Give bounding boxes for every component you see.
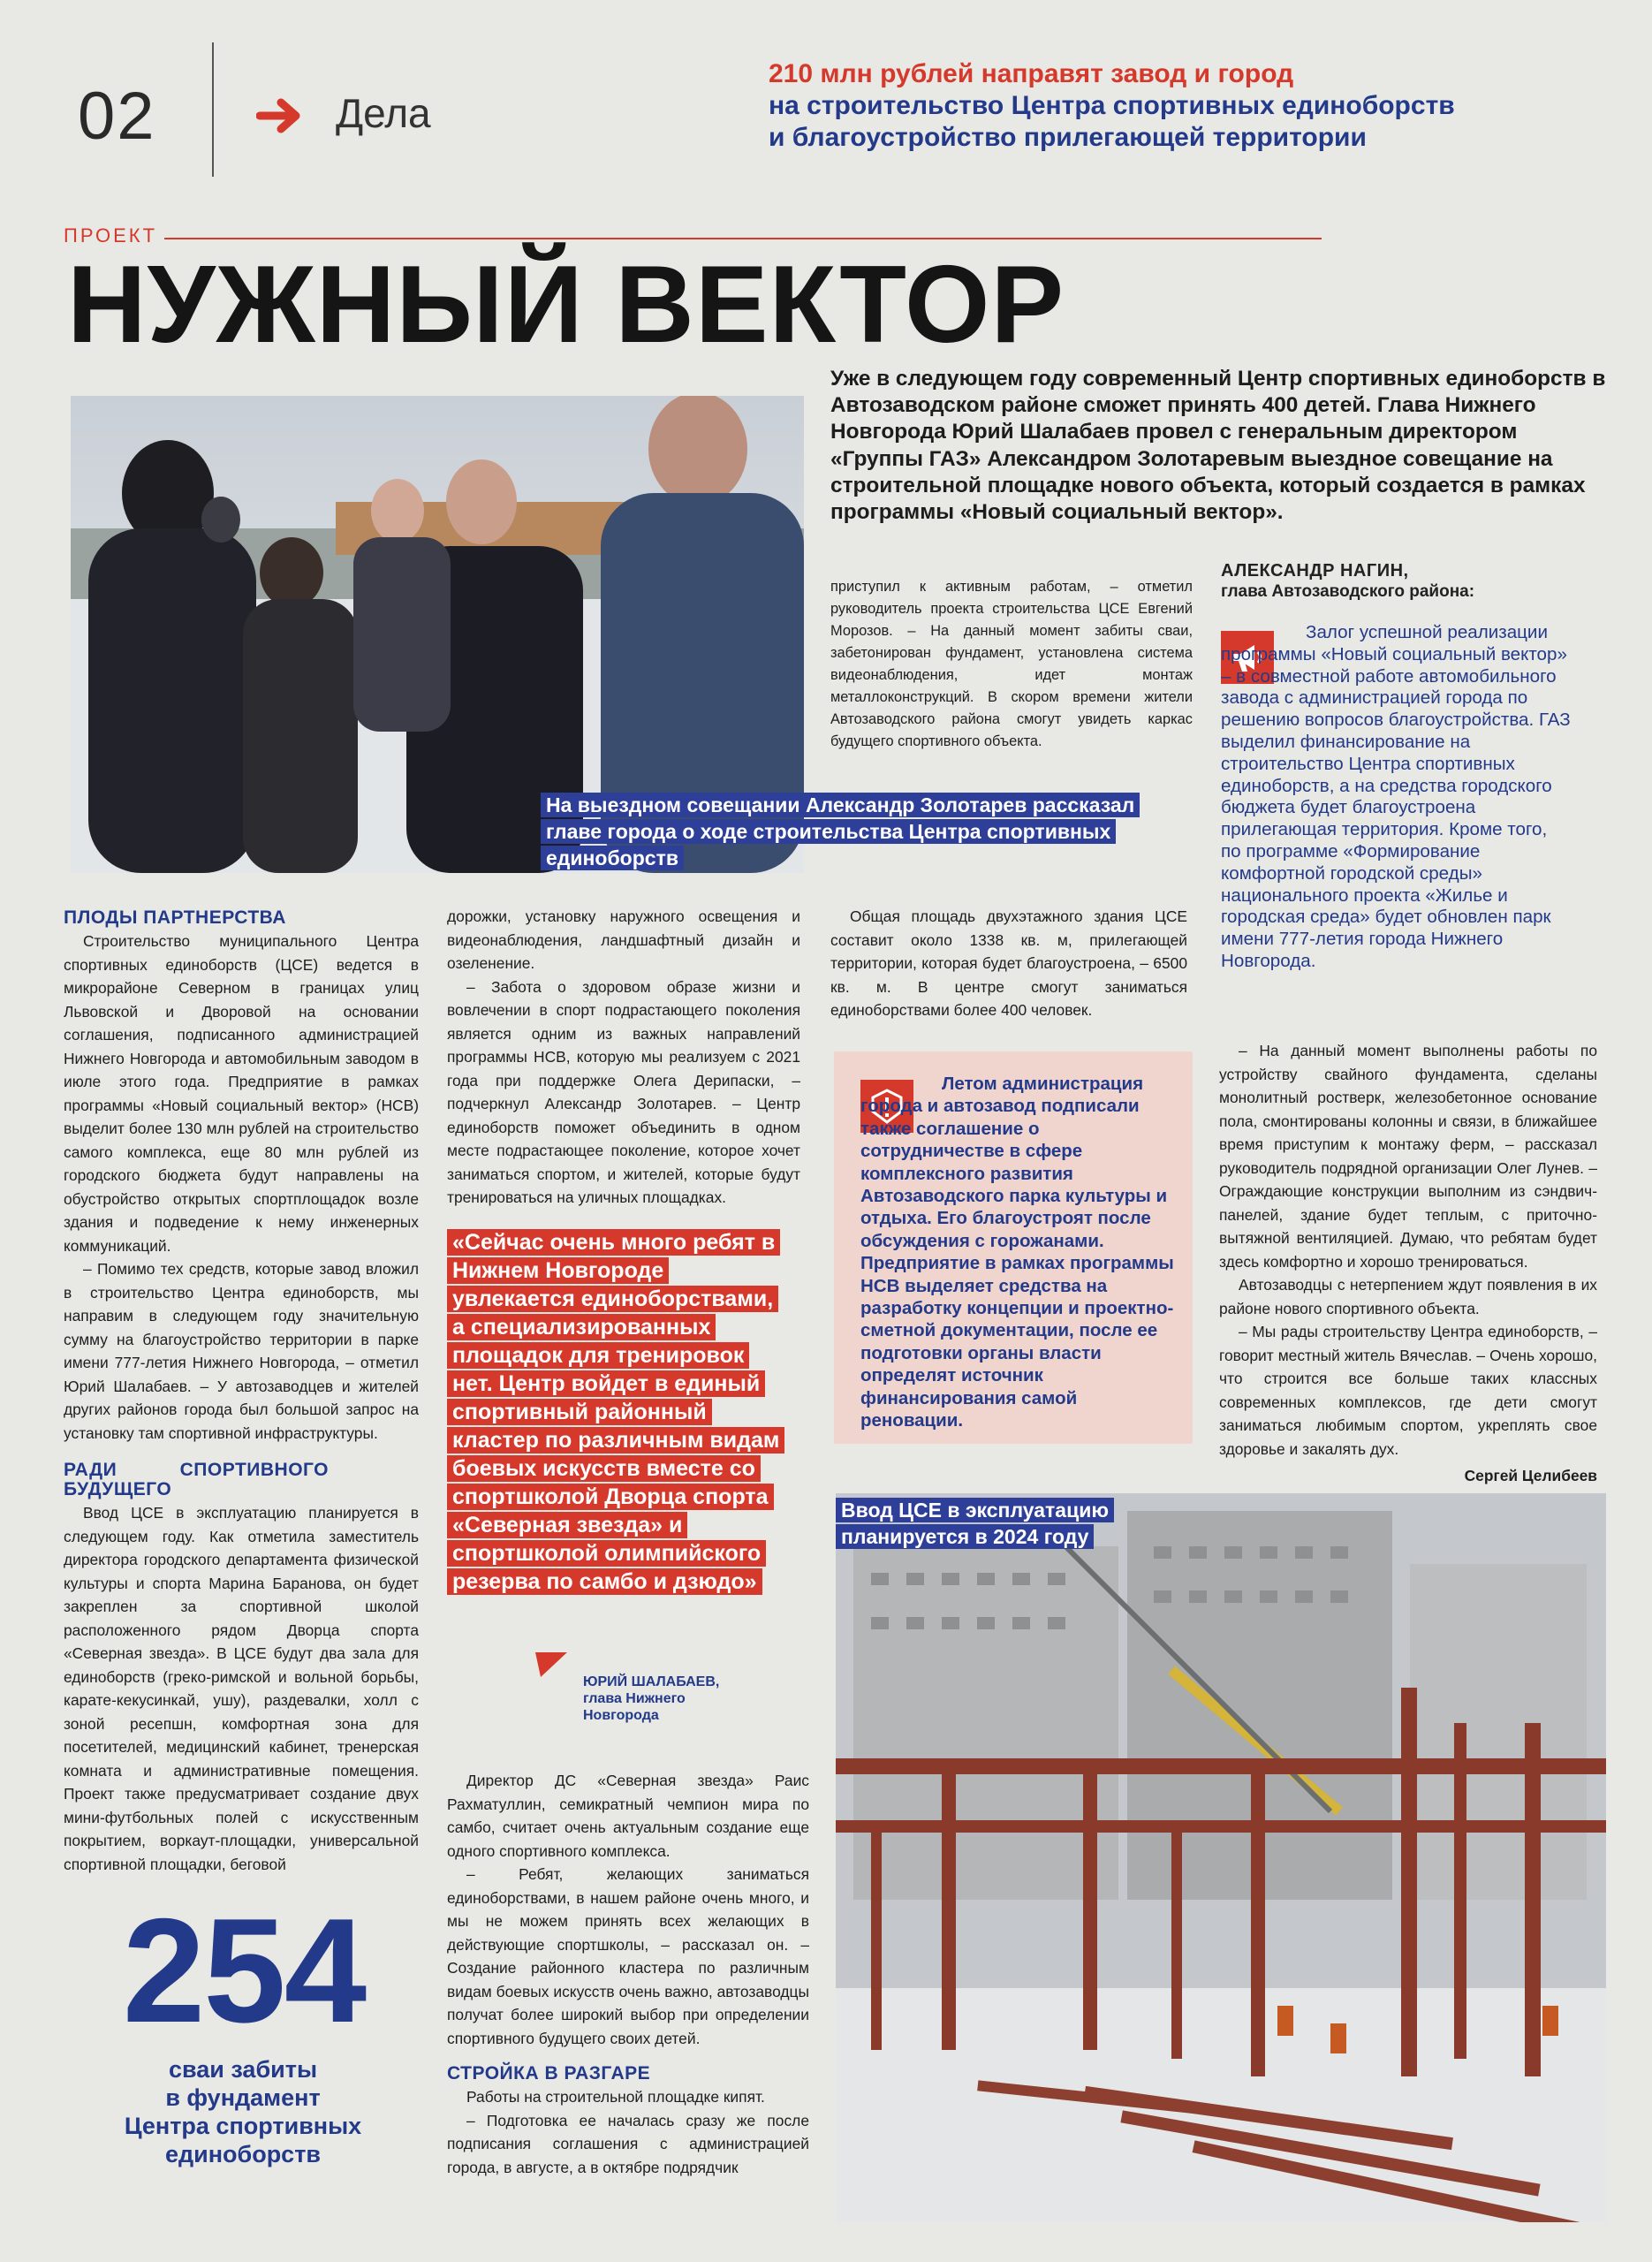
- pull-quote-text: «Сейчас очень много ребят в Нижнем Новгороде увлекается единоборствами, а специализированных площадок для тренировок нет. Центр войдет в единый спортивный районный кластер по различным видам боевых искусств вместе со спортшколой Дворца спорта «Северная звезда» и спортшколой олимпийского резерва по самбо и дзюдо»: [447, 1229, 784, 1595]
- stat-line-4: единоборств: [164, 2141, 322, 2167]
- column-2-bottom: [447, 1769, 809, 2179]
- teaser-line-blue-1: на строительство Центра спортивных единоборств: [769, 91, 1455, 120]
- stat-number: 254: [122, 1887, 366, 2053]
- stat-caption: [71, 2055, 415, 2168]
- caption-text-2: Ввод ЦСЕ в эксплуатацию планируется в 2024 году: [836, 1498, 1114, 1549]
- speaker-name: АЛЕКСАНДР НАГИН,: [1221, 561, 1409, 581]
- col1-paragraph-3: Ввод ЦСЕ в эксплуатацию планируется в следующем году. Как отметила заместитель директора городского департамента физической культуры и спорта Марина Баранова, он будет закреплен за спортивной школой расположенного рядом Дворца спорта «Северная звезда». В ЦСЕ будут два зала для единоборств (греко-римской и вольной борьбы, карате-кекусинкай, ушу), раздевалки, холл с зоной ресепшн, комфортная зона для посетителей, медицинский кабинет, тренерская комната и административные помещения. Проект также предусматривает создание двух мини-футбольных полей с искусственным покрытием, воркаут-площадки, универсальной спортивной площадки, беговой: [64, 1504, 419, 1873]
- speaker-quote: Залог успешной реализации программы «Новый социальный вектор» – в совместной работе автомобильного завода с администрацией города по решению вопросов благоустройства. ГАЗ выделил финансирование на строительство Центра спортивных единоборств, а на средства городского бюджета будет благоустроена прилегающая территория. Кроме того, по программе «Формирование комфортной городской среды» национального проекта «Жилье и городская среда» будет обновлен парк имени 777-летия города Нижнего Новгорода.: [1221, 622, 1571, 971]
- subhead-partnership: ПЛОДЫ ПАРТНЕРСТВА: [64, 907, 286, 928]
- info-box-text: Летом администрация города и автозавод подписали также соглашение о сотрудничестве в сфере комплексного развития Автозаводского парка культуры и отдыха. Его благоустроят после обсуждения с горожанами. Предприятие в рамках программы НСВ выделяет средства на разработку концепции и проектно-сметной документации, после ее подготовки органы власти определят источник финансирования самой реновации.: [860, 1074, 1174, 1431]
- col4-paragraph-2: Автозаводцы с нетерпением ждут появления в их районе нового спортивного объекта.: [1219, 1276, 1597, 1317]
- photo-meeting-caption: [541, 792, 1159, 871]
- col1-paragraph-1: Строительство муниципального Центра спортивных единоборств (ЦСЕ) ведется в микрорайоне Северном в границах улиц Львовской и Дворовой на основании соглашения, подписанного администрацией Нижнего Новгорода и автомобильным заводом в июле этого года. Предприятие в рамках программы «Новый социальный вектор» (НСВ) выделит более 130 млн рублей на строительство самого комплекса, еще 80 млн рублей из городского бюджета будут направлены на обустройство открытых спортплощадок возле здания и подведение к нему инженерных коммуникаций.: [64, 932, 419, 1255]
- teaser-line-blue-2: и благоустройство прилегающей территории: [769, 123, 1367, 152]
- col3-paragraph-2: Общая площадь двухэтажного здания ЦСЕ составит около 1338 кв. м, прилегающей территории, которая будет благоустроена, – 6500 кв. м. В центре смогут заниматься единоборствами более 400 человек.: [830, 907, 1187, 1019]
- col4-paragraph-3: – Мы рады строительству Центра единоборств, – говорит местный житель Вячеслав. – Очень хорошо, что строится все больше таких классных современных комплексов, где дети смогут заниматься любимым спортом, укреплять свое здоровье и закалять дух.: [1219, 1323, 1597, 1458]
- subhead-construction: СТРОЙКА В РАЗГАРЕ: [447, 2063, 651, 2084]
- arrow-right-icon: [256, 95, 306, 140]
- col2-paragraph-6: – Подготовка ее началась сразу же после подписания соглашения с администрацией города, в августе, а в октябре подрядчик: [447, 2111, 809, 2176]
- teaser-line-red: 210 млн рублей направят завод и город: [769, 59, 1294, 88]
- lead-paragraph: Уже в следующем году современный Центр спортивных единоборств в Автозаводском районе сможет принять 400 детей. Глава Нижнего Новгорода Юрий Шалабаев провел с генеральным директором «Группы ГАЗ» Александром Золотаревым выездное совещание на строительной площадке нового объекта, который создается в рамках программы «Новый социальный вектор».: [830, 367, 1606, 525]
- column-2-top: [447, 905, 800, 1210]
- stat-line-2: в фундамент: [165, 2084, 321, 2111]
- speaker-role: глава Автозаводского района:: [1221, 582, 1475, 601]
- author-signature: Сергей Целибеев: [1464, 1467, 1597, 1484]
- col2-paragraph-3: Директор ДС «Северная звезда» Раис Рахматуллин, семикратный чемпион мира по самбо, считает очень актуальным создание еще одного спортивного комплекса.: [447, 1772, 809, 1860]
- column-4: [1219, 1039, 1597, 1488]
- quote-role-2: Новгорода: [583, 1708, 659, 1723]
- pull-quote-attribution: [583, 1674, 795, 1724]
- col2-paragraph-4: – Ребят, желающих заниматься единоборствами, в нашем районе очень много, и мы не можем принять всех желающих в действующие спортшколы, – рассказал он. – Создание районного кластера по различным видам боевых искусств очень важно, автозаводцы получат более широкий выбор при определении спортивного будущего своих детей.: [447, 1865, 809, 2047]
- stat-line-3: Центра спортивных: [124, 2113, 362, 2139]
- photo-construction: [836, 1493, 1606, 2222]
- quote-author: ЮРИЙ ШАЛАБАЕВ,: [583, 1674, 720, 1689]
- pull-quote-tail: [535, 1652, 567, 1681]
- col3-paragraph-1: приступил к активным работам, – отметил руководитель проекта строительства ЦСЕ Евгений Морозов. – На данный момент забиты сваи, забетонирован фундамент, установлена система видеонаблюдения, идет монтаж металлоконструкций. В скором времени жители Автозаводского района смогут увидеть каркас будущего спортивного объекта.: [830, 579, 1193, 749]
- col4-paragraph-1: – На данный момент выполнены работы по устройству свайного фундамента, сделаны монолитный ростверк, железобетонное основание пола, смонтированы колонны и связи, в ближайшее время приступим к монтажу ферм, – рассказал руководитель подрядной организации Олег Лунев. – Ограждающие конструкции выполним из сэндвич-панелей, здание будет теплым, с приточно-вытяжной вентиляцией. Думаю, что ребятам будет здесь комфортно и хорошо тренироваться.: [1219, 1042, 1597, 1271]
- pull-quote: [447, 1228, 788, 1596]
- page-number: 02: [78, 79, 156, 154]
- col2-paragraph-2: – Забота о здоровом образе жизни и вовлечении в спорт подрастающего поколения является одним из важных направлений программы НСВ, которую мы реализуем с 2021 года при поддержке Олега Дерипаски, – подчеркнул Александр Золотарев. – Центр единоборств поможет объединить в одном месте подрастающее поколение, которое хочет заниматься спортом, и жителей, которые будут тренироваться на уличных площадках.: [447, 977, 800, 1206]
- column-3-top: [830, 576, 1193, 753]
- col2-paragraph-5: Работы на строительной площадке кипят.: [466, 2088, 765, 2106]
- column-1: [64, 908, 419, 1876]
- caption-text: На выездном совещании Александр Золотарев рассказал главе города о ходе строительства Центра спортивных единоборств: [541, 793, 1140, 870]
- photo-construction-caption: [836, 1497, 1207, 1550]
- teaser: [769, 58, 1617, 154]
- rubric-label: ПРОЕКТ: [64, 224, 158, 247]
- quote-role-1: глава Нижнего: [583, 1691, 686, 1706]
- stat-line-1: сваи забиты: [168, 2056, 317, 2083]
- headline: НУЖНЫЙ ВЕКТОР: [67, 244, 1065, 366]
- column-3-middle: [830, 905, 1187, 1022]
- subhead-future: РАДИ СПОРТИВНОГО БУДУЩЕГО: [64, 1460, 329, 1499]
- section-title: Дела: [336, 90, 431, 136]
- header-divider: [212, 42, 214, 177]
- col2-paragraph-1: дорожки, установку наружного освещения и видеонаблюдения, ландшафтный дизайн и озеленение.: [447, 907, 800, 972]
- col1-paragraph-2: – Помимо тех средств, которые завод вложил в строительство Центра единоборств, мы направим в следующем году значительную сумму на благоустройство территории в парке имени 777-летия Нижнего Новгорода, – отметил Юрий Шалабаев. – У автозаводцев и жителей других районов города был большой запрос на установку там спортивной инфраструктуры.: [64, 1260, 419, 1442]
